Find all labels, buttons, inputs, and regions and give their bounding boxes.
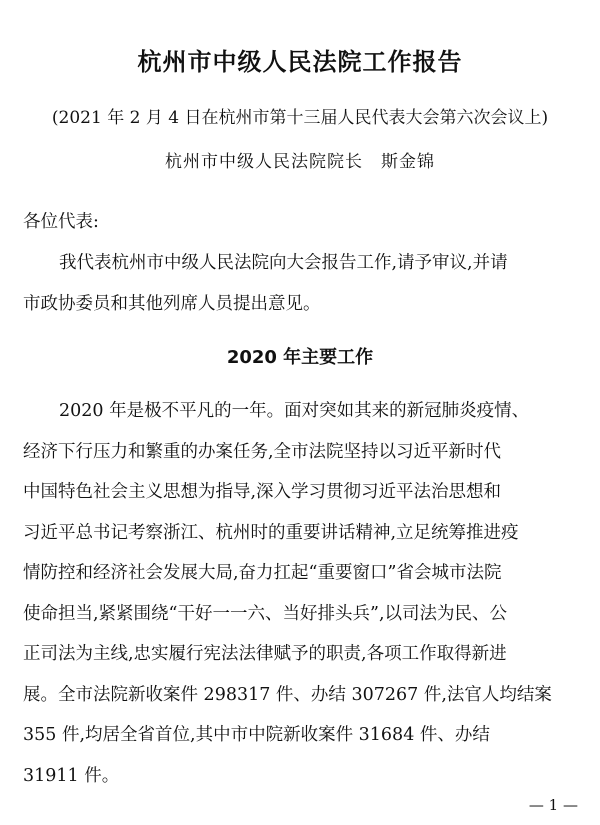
report-title: 杭州市中级人民法院工作报告 [137,48,463,76]
intro-line: 市政协委员和其他列席人员提出意见。 [23,293,321,314]
page-number: — 1 — [528,796,578,814]
author-role: 杭州市中级人民法院院长 [165,152,363,172]
body-line: 2020 年是极不平凡的一年。面对突如其来的新冠肺炎疫情、 [59,401,530,421]
report-author [0,147,600,172]
body-line: 情防控和经济社会发展大局,奋力扛起“重要窗口”省会城市法院 [23,563,502,583]
body-line: 展。全市法院新收案件 298317 件、办结 307267 件,法官人均结案 [23,684,552,705]
body-line: 正司法为主线,忠实履行宪法法律赋予的职责,各项工作取得新进 [23,644,507,664]
body-line: 习近平总书记考察浙江、杭州时的重要讲话精神,立足统筹推进疫 [23,522,519,543]
body-line: 中国特色社会主义思想为指导,深入学习贯彻习近平法治思想和 [23,482,502,502]
salutation [23,202,579,243]
body-line: 使命担当,紧紧围绕“干好一一六、当好排头兵”,以司法为民、公 [23,603,508,624]
body-paragraph [23,391,579,796]
salutation-text: 各位代表: [23,212,99,232]
body-line: 经济下行压力和繁重的办案任务,全市法院坚持以习近平新时代 [23,441,502,462]
author-name: 斯金锦 [381,152,435,172]
body-line: 355 件,均居全省首位,其中市中院新收案件 31684 件、办结 [23,725,490,745]
body-line: 31911 件。 [23,765,120,786]
report-subtitle: (2021 年 2 月 4 日在杭州市第十三届人民代表大会第六次会议上) [51,108,549,128]
section-heading: 2020 年主要工作 [226,347,374,368]
intro-line: 我代表杭州市中级人民法院向大会报告工作,请予审议,并请 [59,253,508,273]
intro-paragraph [23,243,579,324]
